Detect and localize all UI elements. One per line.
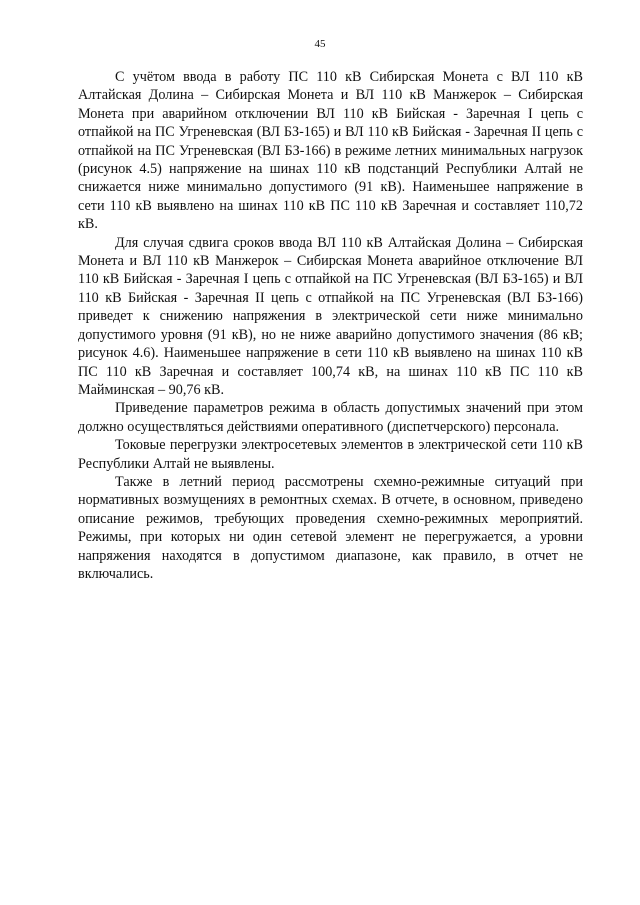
paragraph-dispatcher-actions: Приведение параметров режима в область допустимых значений при этом должно осуществляться действиями оперативного (диспетчерского) персонала. xyxy=(78,400,583,435)
paragraph-no-current-overloads: Токовые перегрузки электросетевых элементов в электрической сети 110 кВ Республики Алтай не выявлены. xyxy=(78,437,583,472)
page-number: 45 xyxy=(314,38,326,50)
paragraph-voltage-with-new-lines: С учётом ввода в работу ПС 110 кВ Сибирская Монета с ВЛ 110 кВ Алтайская Долина – Сибирская Монета и ВЛ 110 кВ Манжерок – Сибирская Монета при аварийном отключении ВЛ 110 кВ Бийская - Заречная I цепь с отпайкой на ПС Угреневская (ВЛ БЗ-165) и ВЛ 110 кВ Бийская - Заречная II цепь с отпайкой на ПС Угреневская (ВЛ БЗ-166) в режиме летних минимальных нагрузок (рисунок 4.5) напряжение на шинах 110 кВ подстанций Республики Алтай не снижается ниже минимально допустимого (91 кВ). Наименьшее напряжение в сети 110 кВ выявлено на шинах 110 кВ ПС 110 кВ Заречная и составляет 110,72 кВ. xyxy=(78,69,583,233)
paragraph-voltage-delayed-commissioning: Для случая сдвига сроков ввода ВЛ 110 кВ Алтайская Долина – Сибирская Монета и ВЛ 110 кВ Манжерок – Сибирская Монета аварийное отключение ВЛ 110 кВ Бийская - Заречная I цепь с отпайкой на ПС Угреневская (ВЛ БЗ-165) и ВЛ 110 кВ Бийская - Заречная II цепь с отпайкой на ПС Угреневская (ВЛ БЗ-166) приведет к снижению напряжения в электрической сети ниже минимально допустимого уровня (91 кВ), но не ниже аварийно допустимого значения (86 кВ; рисунок 4.6). Наименьшее напряжение в сети 110 кВ выявлено на шинах 110 кВ ПС 110 кВ Заречная и составляет 100,74 кВ, на шинах 110 кВ ПС 110 кВ Майминская – 90,76 кВ. xyxy=(78,234,583,398)
document-body xyxy=(78,68,583,583)
paragraph-repair-schemes: Также в летний период рассмотрены схемно-режимные ситуаций при нормативных возмущениях в ремонтных схемах. В отчете, в основном, приведено описание режимов, требующих проведения схемно-режимных мероприятий. Режимы, при которых ни один сетевой элемент не перегружается, а уровни напряжения находятся в допустимом диапазоне, как правило, в отчет не включались. xyxy=(78,473,583,582)
